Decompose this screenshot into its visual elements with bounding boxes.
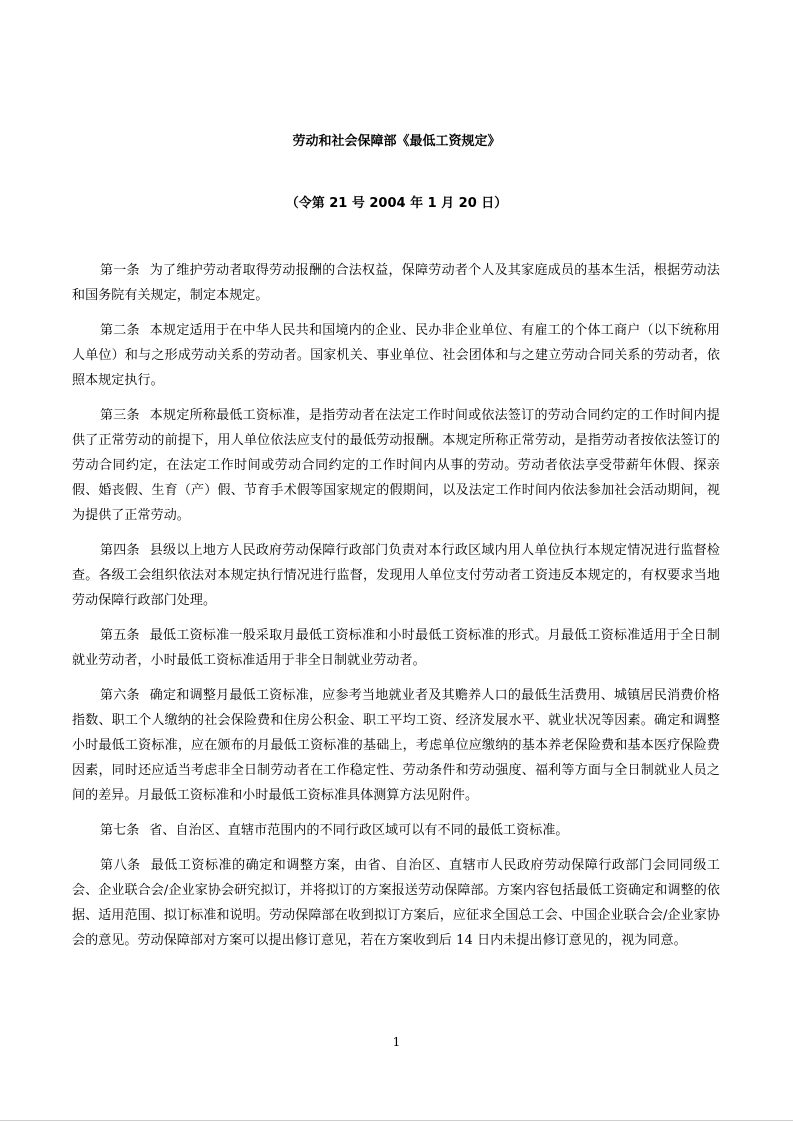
- article-text: 省、自治区、直辖市范围内的不同行政区域可以有不同的最低工资标准。: [149, 823, 569, 838]
- article-label: 第三条: [100, 408, 140, 423]
- article-3: [72, 403, 720, 528]
- article-8: [72, 853, 720, 953]
- article-label: 第一条: [100, 263, 140, 278]
- article-label: 第八条: [100, 858, 141, 873]
- article-label: 第七条: [100, 823, 140, 838]
- document-body: [72, 258, 720, 963]
- article-2: [72, 318, 720, 393]
- article-7: [72, 818, 720, 843]
- document-subtitle: （令第 21 号 2004 年 1 月 20 日）: [285, 196, 508, 211]
- article-text: 本规定所称最低工资标准，是指劳动者在法定工作时间或依法签订的劳动合同约定的工作时间内提供了正常劳动的前提下，用人单位依法应支付的最低劳动报酬。本规定所称正常劳动，是指劳动者按依法签订的劳动合同约定，在法定工作时间或劳动合同约定的工作时间内从事的劳动。劳动者依法享受带薪年休假、探亲假、婚丧假、生育（产）假、节育手术假等国家规定的假期间，以及法定工作时间内依法参加社会活动期间，视为提供了正常劳动。: [72, 408, 720, 523]
- article-text: 最低工资标准一般采取月最低工资标准和小时最低工资标准的形式。月最低工资标准适用于全日制就业劳动者，小时最低工资标准适用于非全日制就业劳动者。: [72, 628, 720, 668]
- article-5: [72, 623, 720, 673]
- page-bottom-divider: [0, 1120, 793, 1121]
- article-1: [72, 258, 720, 308]
- article-label: 第六条: [100, 688, 140, 703]
- article-text: 县级以上地方人民政府劳动保障行政部门负责对本行政区域内用人单位执行本规定情况进行监督检查。各级工会组织依法对本规定执行情况进行监督，发现用人单位支付劳动者工资违反本规定的，有权要求当地劳动保障行政部门处理。: [72, 543, 720, 608]
- article-4: [72, 538, 720, 613]
- article-label: 第二条: [100, 323, 140, 338]
- article-label: 第五条: [100, 628, 140, 643]
- article-text: 为了维护劳动者取得劳动报酬的合法权益，保障劳动者个人及其家庭成员的基本生活，根据劳动法和国务院有关规定，制定本规定。: [72, 263, 720, 303]
- article-text: 本规定适用于在中华人民共和国境内的企业、民办非企业单位、有雇工的个体工商户（以下统称用人单位）和与之形成劳动关系的劳动者。国家机关、事业单位、社会团体和与之建立劳动合同关系的劳动者，依照本规定执行。: [72, 323, 720, 388]
- page-number: 1: [392, 1035, 401, 1049]
- article-text: 最低工资标准的确定和调整方案，由省、自治区、直辖市人民政府劳动保障行政部门会同同级工会、企业联合会/企业家协会研究拟订，并将拟订的方案报送劳动保障部。方案内容包括最低工资确定和调整的依据、适用范围、拟订标准和说明。劳动保障部在收到拟订方案后，应征求全国总工会、中国企业联合会/企业家协会的意见。劳动保障部对方案可以提出修订意见，若在方案收到后 14 日内未提出修订意见的，视为同意。: [72, 858, 720, 948]
- article-label: 第四条: [100, 543, 140, 558]
- document-title: 劳动和社会保障部《最低工资规定》: [292, 134, 501, 149]
- article-6: [72, 683, 720, 808]
- article-text: 确定和调整月最低工资标准，应参考当地就业者及其赡养人口的最低生活费用、城镇居民消费价格指数、职工个人缴纳的社会保险费和住房公积金、职工平均工资、经济发展水平、就业状况等因素。确定和调整小时最低工资标准，应在颁布的月最低工资标准的基础上，考虑单位应缴纳的基本养老保险费和基本医疗保险费因素，同时还应适当考虑非全日制劳动者在工作稳定性、劳动条件和劳动强度、福利等方面与全日制就业人员之间的差异。月最低工资标准和小时最低工资标准具体测算方法见附件。: [72, 688, 720, 803]
